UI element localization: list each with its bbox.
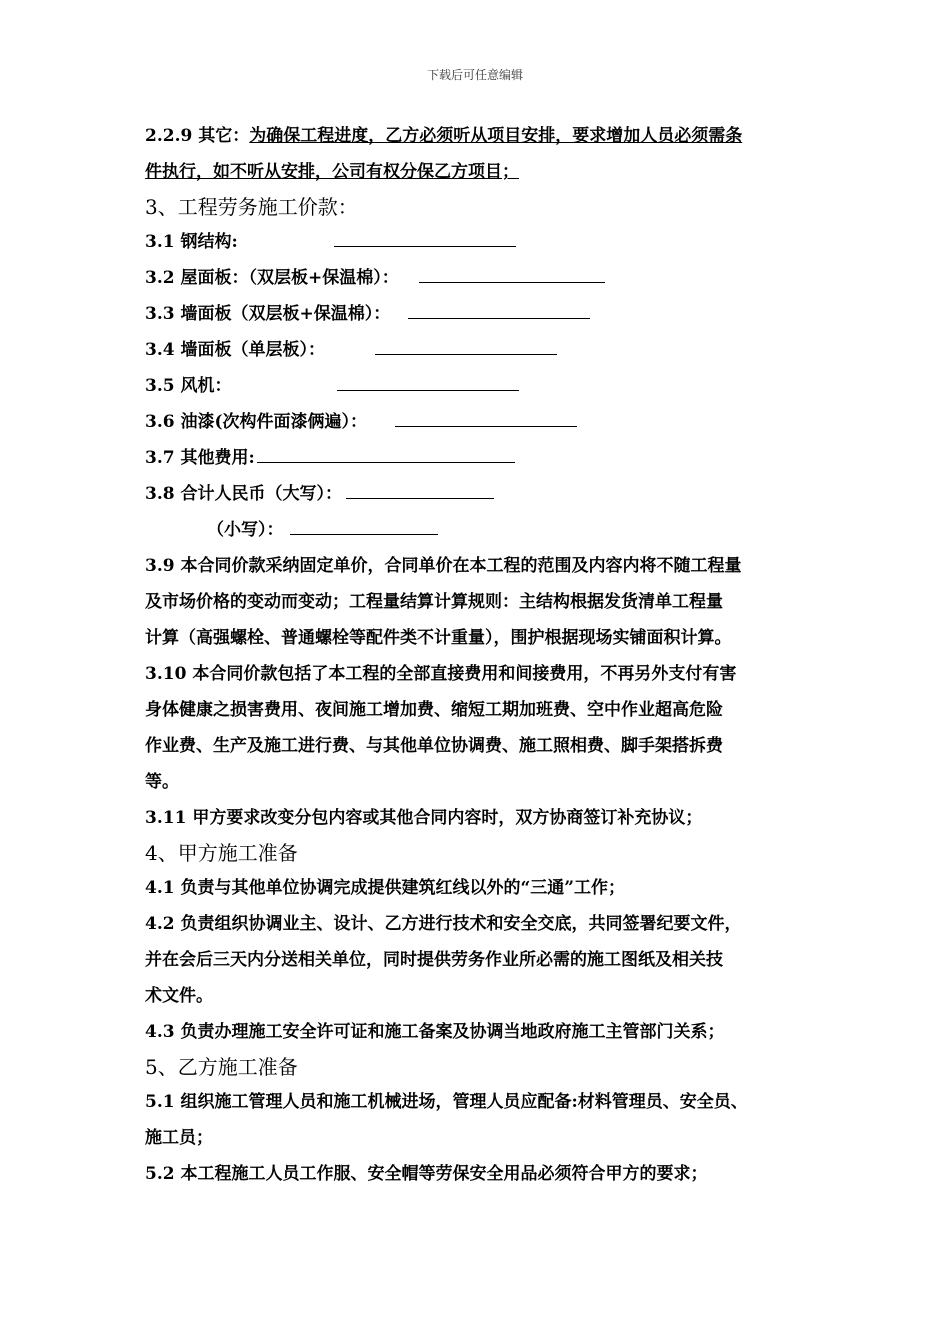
clause-5-2: 5.2 本工程施工人员工作服、安全帽等劳保安全用品必须符合甲方的要求； — [145, 1164, 708, 1184]
clause-3-1 — [145, 224, 825, 260]
fill-blank[interactable] — [257, 446, 515, 463]
clause-2-2-9 — [145, 118, 825, 154]
clause-text: 3.5 风机： — [145, 376, 232, 396]
clause-text: 3.8 合计人民币（大写）： — [145, 484, 342, 504]
clause-text: 3.4 墙面板（单层板）： — [145, 340, 325, 360]
clause-4-3: 4.3 负责办理施工安全许可证和施工备案及协调当地政府施工主管部门关系； — [145, 1022, 725, 1042]
fill-blank[interactable] — [408, 302, 590, 319]
clause-text: 3.3 墙面板（双层板+保温棉）： — [145, 304, 391, 324]
clause-3-10-cont: 等。 — [145, 772, 179, 792]
clause-3-11: 3.11 甲方要求改变分包内容或其他合同内容时，双方协商签订补充协议； — [145, 808, 703, 828]
clause-text: 3.7 其他费用: — [145, 448, 255, 468]
clause-3-9-cont: 及市场价格的变动而变动；工程量结算计算规则：主结构根据发货清单工程量 — [145, 592, 723, 612]
clause-3-5 — [145, 368, 825, 404]
clause-text: （小写）： — [207, 520, 284, 540]
fill-blank[interactable] — [419, 266, 605, 283]
clause-3-10-cont: 作业费、生产及施工进行费、与其他单位协调费、施工照相费、脚手架搭拆费 — [145, 736, 723, 756]
clause-3-10: 3.10 本合同价款包括了本工程的全部直接费用和间接费用，不再另外支付有害 — [145, 664, 737, 684]
clause-3-3 — [145, 296, 825, 332]
clause-3-10-cont: 身体健康之损害费用、夜间施工增加费、缩短工期加班费、空中作业超高危险 — [145, 700, 723, 720]
clause-5-1: 5.1 组织施工管理人员和施工机械进场，管理人员应配备:材料管理员、安全员、 — [145, 1092, 748, 1112]
document-body — [145, 118, 825, 1192]
clause-3-8-small — [145, 512, 825, 548]
fill-blank[interactable] — [395, 410, 577, 427]
clause-label: 2.2.9 其它： — [145, 126, 250, 146]
clause-3-2 — [145, 260, 825, 296]
clause-3-9: 3.9 本合同价款采纳固定单价，合同单价在本工程的范围及内容内将不随工程量 — [145, 556, 742, 576]
page-header: 下载后可任意编辑 — [426, 68, 523, 82]
clause-text: 3.1 钢结构: — [145, 232, 238, 252]
clause-4-2: 4.2 负责组织协调业主、设计、乙方进行技术和安全交底，共同签署纪要文件， — [145, 914, 742, 934]
fill-blank[interactable] — [337, 374, 519, 391]
section-heading-5: 5、乙方施工准备 — [145, 1055, 298, 1079]
clause-4-1: 4.1 负责与其他单位协调完成提供建筑红线以外的“三通”工作； — [145, 878, 626, 898]
clause-5-1-cont: 施工员； — [145, 1128, 213, 1148]
section-heading-3: 3、工程劳务施工价款： — [145, 195, 358, 219]
clause-3-8 — [145, 476, 825, 512]
fill-blank[interactable] — [334, 230, 516, 247]
clause-3-4 — [145, 332, 825, 368]
underlined-text: 为确保工程进度，乙方必须听从项目安排，要求增加人员必须需条 — [249, 126, 743, 146]
clause-text: 3.6 油漆(次构件面漆俩遍）： — [145, 412, 368, 432]
clause-4-2-cont: 并在会后三天内分送相关单位，同时提供劳务作业所必需的施工图纸及相关技 — [145, 950, 723, 970]
underlined-text: 件执行，如不听从安排，公司有权分保乙方项目； — [145, 162, 519, 182]
clause-3-9-cont: 计算（高强螺栓、普通螺栓等配件类不计重量），围护根据现场实铺面积计算。 — [145, 628, 732, 648]
fill-blank[interactable] — [346, 482, 494, 499]
clause-3-6 — [145, 404, 825, 440]
clause-text: 3.2 屋面板：（双层板+保温棉）： — [145, 268, 399, 288]
clause-4-2-cont: 术文件。 — [145, 986, 213, 1006]
clause-2-2-9-cont — [145, 154, 825, 190]
fill-blank[interactable] — [290, 518, 438, 535]
clause-3-7 — [145, 440, 825, 476]
fill-blank[interactable] — [375, 338, 557, 355]
section-heading-4: 4、甲方施工准备 — [145, 841, 298, 865]
